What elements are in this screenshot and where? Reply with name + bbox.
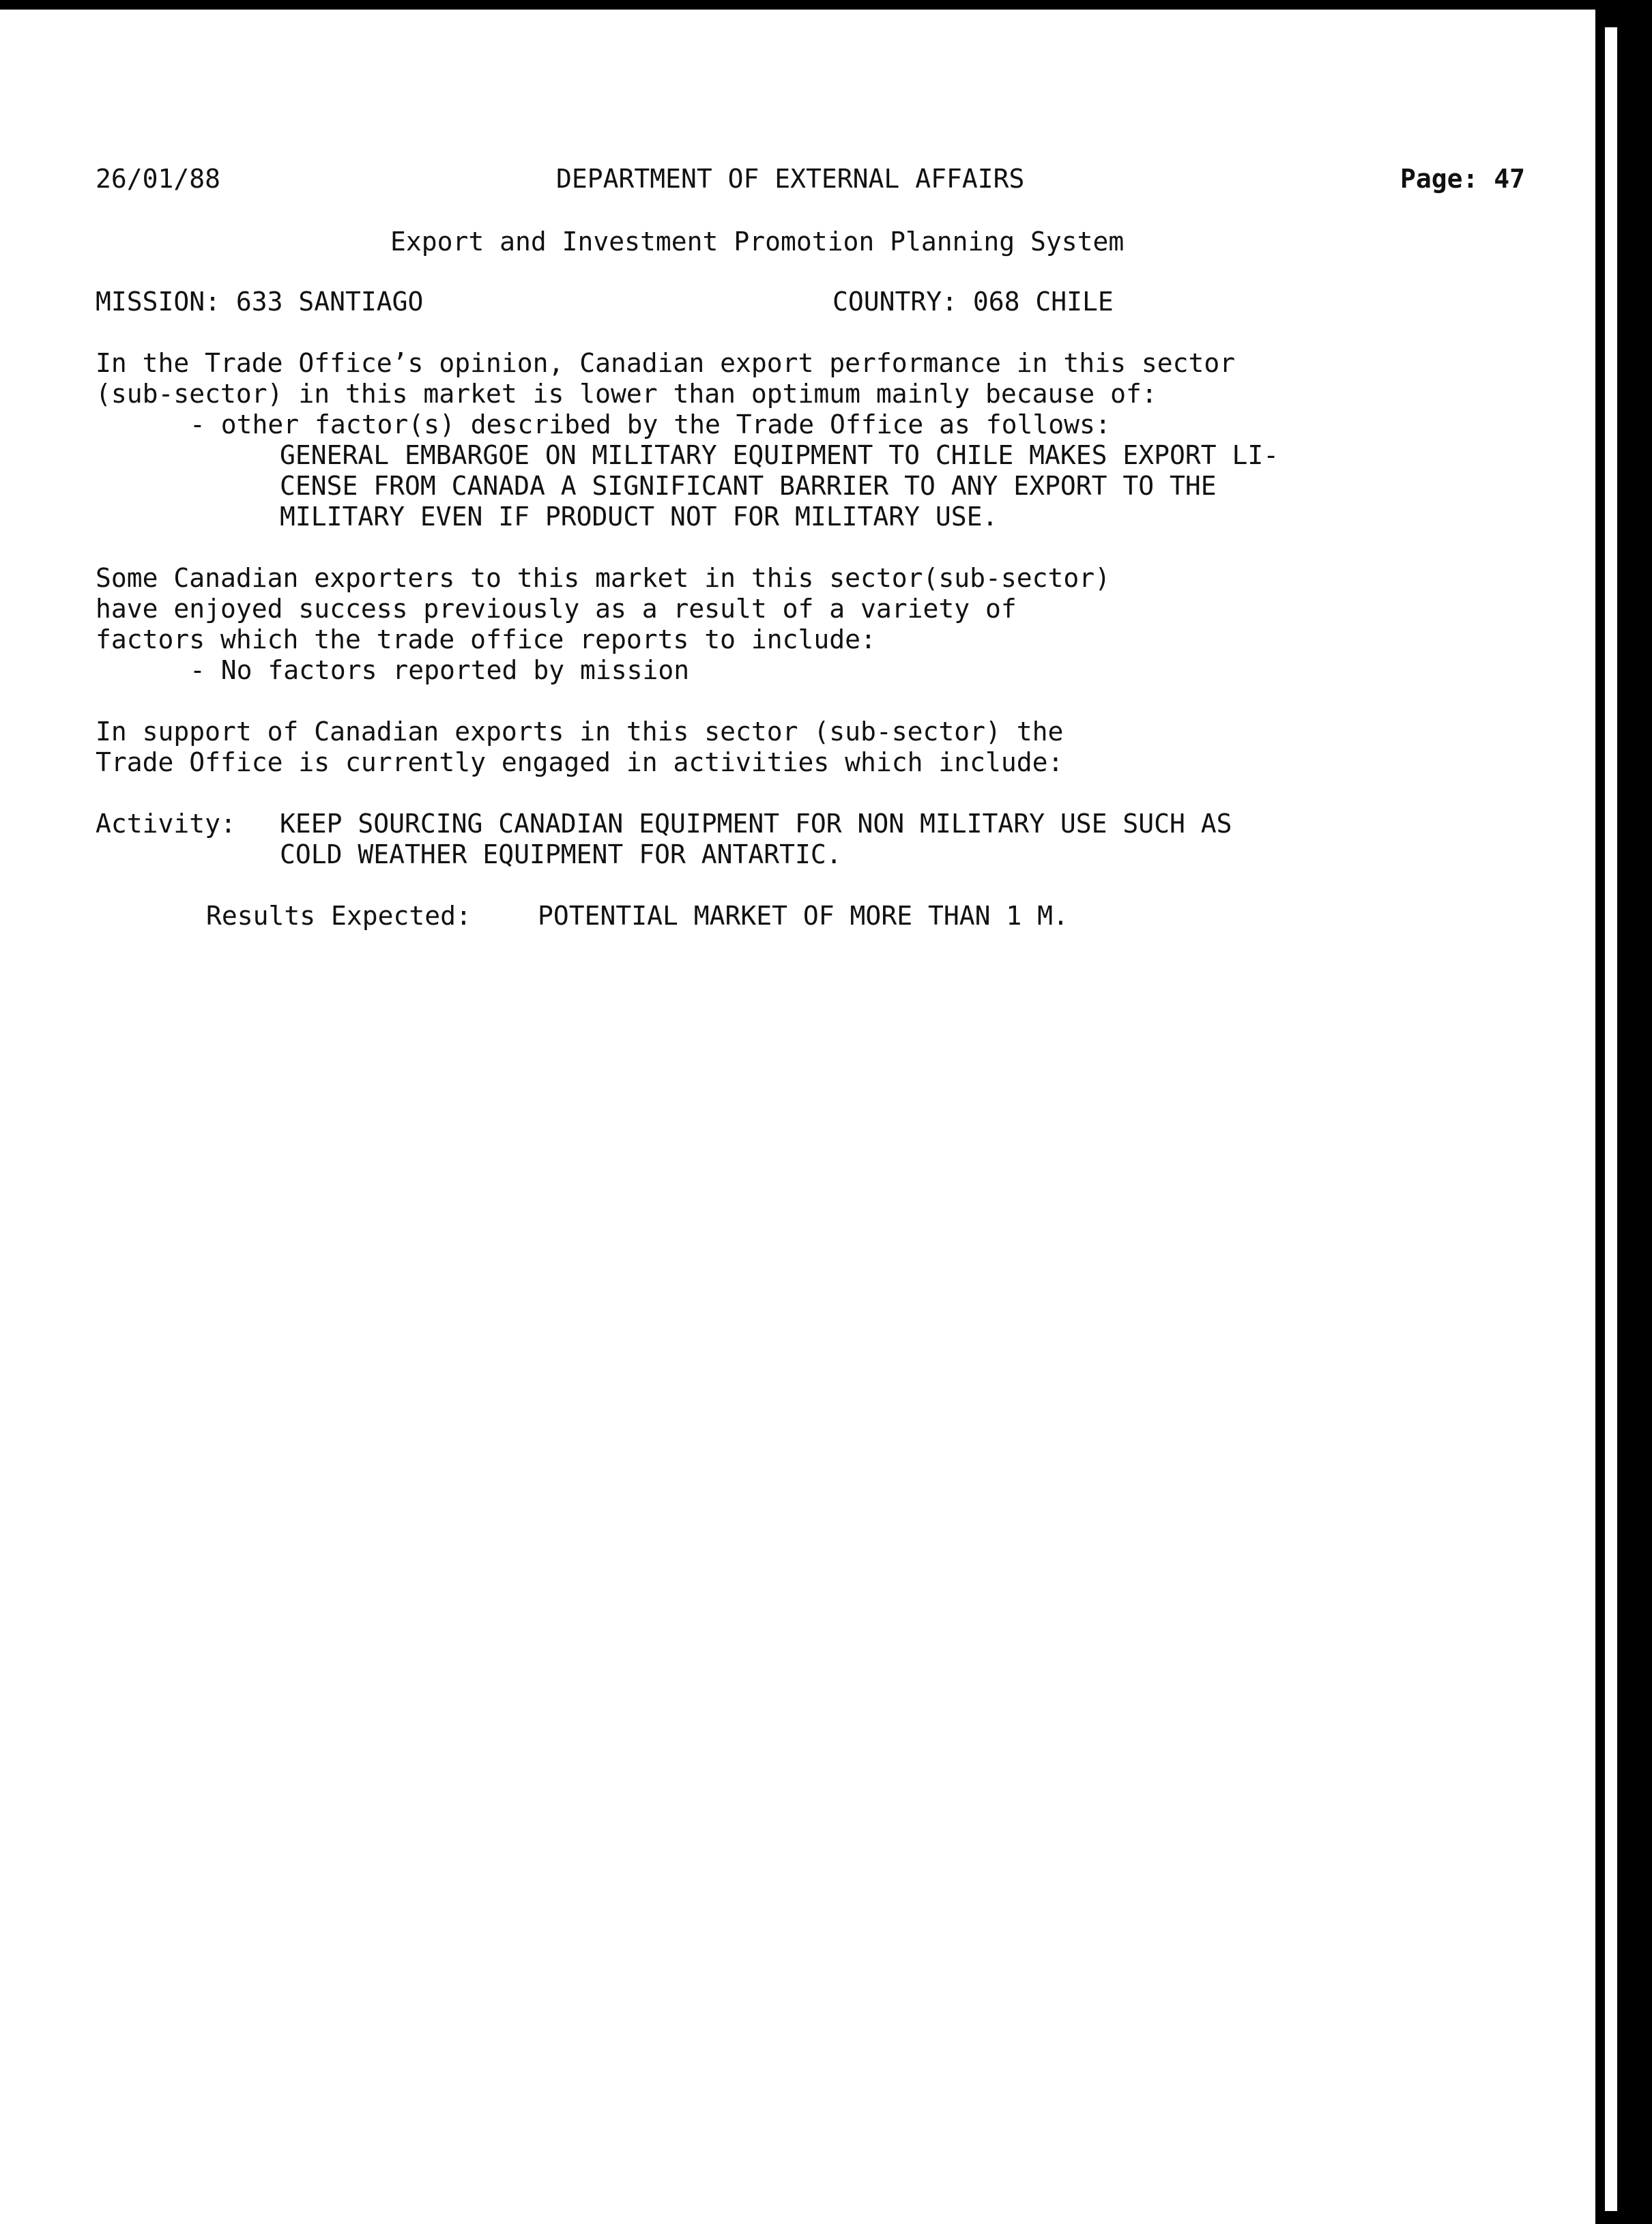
opinion-line-1: In the Trade Office’s opinion, Canadian export performance in this sector <box>96 348 1236 378</box>
activity-label: Activity: <box>96 809 236 839</box>
scan-top-border <box>0 0 1652 10</box>
activity-line-1: KEEP SOURCING CANADIAN EQUIPMENT FOR NON MILITARY USE SUCH AS <box>280 809 1232 839</box>
support-line-2: Trade Office is currently engaged in activities which include: <box>96 747 1064 777</box>
opinion-line-3: - other factor(s) described by the Trade Office as follows: <box>190 409 1111 439</box>
success-line-1: Some Canadian exporters to this market in this sector(sub-sector) <box>96 563 1111 593</box>
results-expected-label: Results Expected: <box>206 901 472 931</box>
page-number: Page: 47 <box>1400 164 1526 194</box>
department-title: DEPARTMENT OF EXTERNAL AFFAIRS <box>556 164 1025 194</box>
scan-right-border-gap <box>1605 27 1617 2211</box>
results-expected-value: POTENTIAL MARKET OF MORE THAN 1 M. <box>538 901 1069 931</box>
report-date: 26/01/88 <box>96 164 221 194</box>
country-field: COUNTRY: 068 CHILE <box>832 287 1114 317</box>
success-line-4: - No factors reported by mission <box>190 655 690 685</box>
activity-line-2: COLD WEATHER EQUIPMENT FOR ANTARTIC. <box>280 839 842 869</box>
success-line-2: have enjoyed success previously as a result of a variety of <box>96 594 1017 624</box>
opinion-line-5: CENSE FROM CANADA A SIGNIFICANT BARRIER TO ANY EXPORT TO THE <box>280 471 1217 501</box>
support-line-1: In support of Canadian exports in this sector (sub-sector) the <box>96 717 1064 747</box>
opinion-line-4: GENERAL EMBARGOE ON MILITARY EQUIPMENT TO CHILE MAKES EXPORT LI- <box>280 440 1279 470</box>
opinion-line-2: (sub-sector) in this market is lower than optimum mainly because of: <box>96 379 1157 409</box>
scan-right-border <box>1595 0 1652 2224</box>
opinion-line-6: MILITARY EVEN IF PRODUCT NOT FOR MILITARY USE. <box>280 502 998 532</box>
success-line-3: factors which the trade office reports to include: <box>96 624 876 654</box>
system-title: Export and Investment Promotion Planning System <box>390 227 1125 257</box>
mission-field: MISSION: 633 SANTIAGO <box>96 287 424 317</box>
